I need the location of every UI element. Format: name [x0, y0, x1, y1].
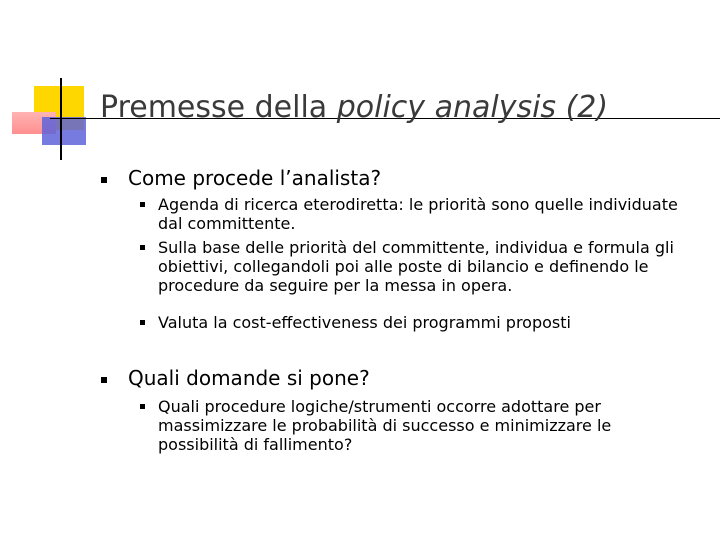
bullet-square-icon — [101, 177, 107, 183]
bullet-text: Quali domande si pone? — [128, 366, 370, 390]
sub-bullet-square-icon — [140, 320, 145, 325]
title-italic: policy analysis (2) — [336, 90, 609, 125]
bullet-text: Come procede l’analista? — [128, 166, 382, 190]
title-plain: Premesse della — [100, 90, 328, 125]
bullet-square-icon — [101, 377, 107, 383]
logo-vertical-line — [60, 78, 62, 160]
sub-bullet-text: Valuta la cost-effectiveness dei programmi proposti — [158, 313, 571, 332]
sub-bullet-text: Agenda di ricerca eterodiretta: le priorità sono quelle individuate dal committente. — [158, 195, 678, 233]
sub-bullet-text: Quali procedure logiche/strumenti occorre adottare per massimizzare le probabilità di successo e minimizzare le possibilità di fallimento? — [158, 397, 612, 454]
slide-title — [100, 88, 608, 128]
sub-bullet-square-icon — [140, 404, 145, 409]
sub-bullet-square-icon — [140, 245, 145, 250]
sub-bullet-text: Sulla base delle priorità del committente, individua e formula gli obiettivi, collegandoli poi alle poste di bilancio e definendo le procedure da seguire per la messa in opera. — [158, 238, 674, 295]
sub-bullet-square-icon — [140, 202, 145, 207]
logo-blue-square — [42, 117, 86, 145]
